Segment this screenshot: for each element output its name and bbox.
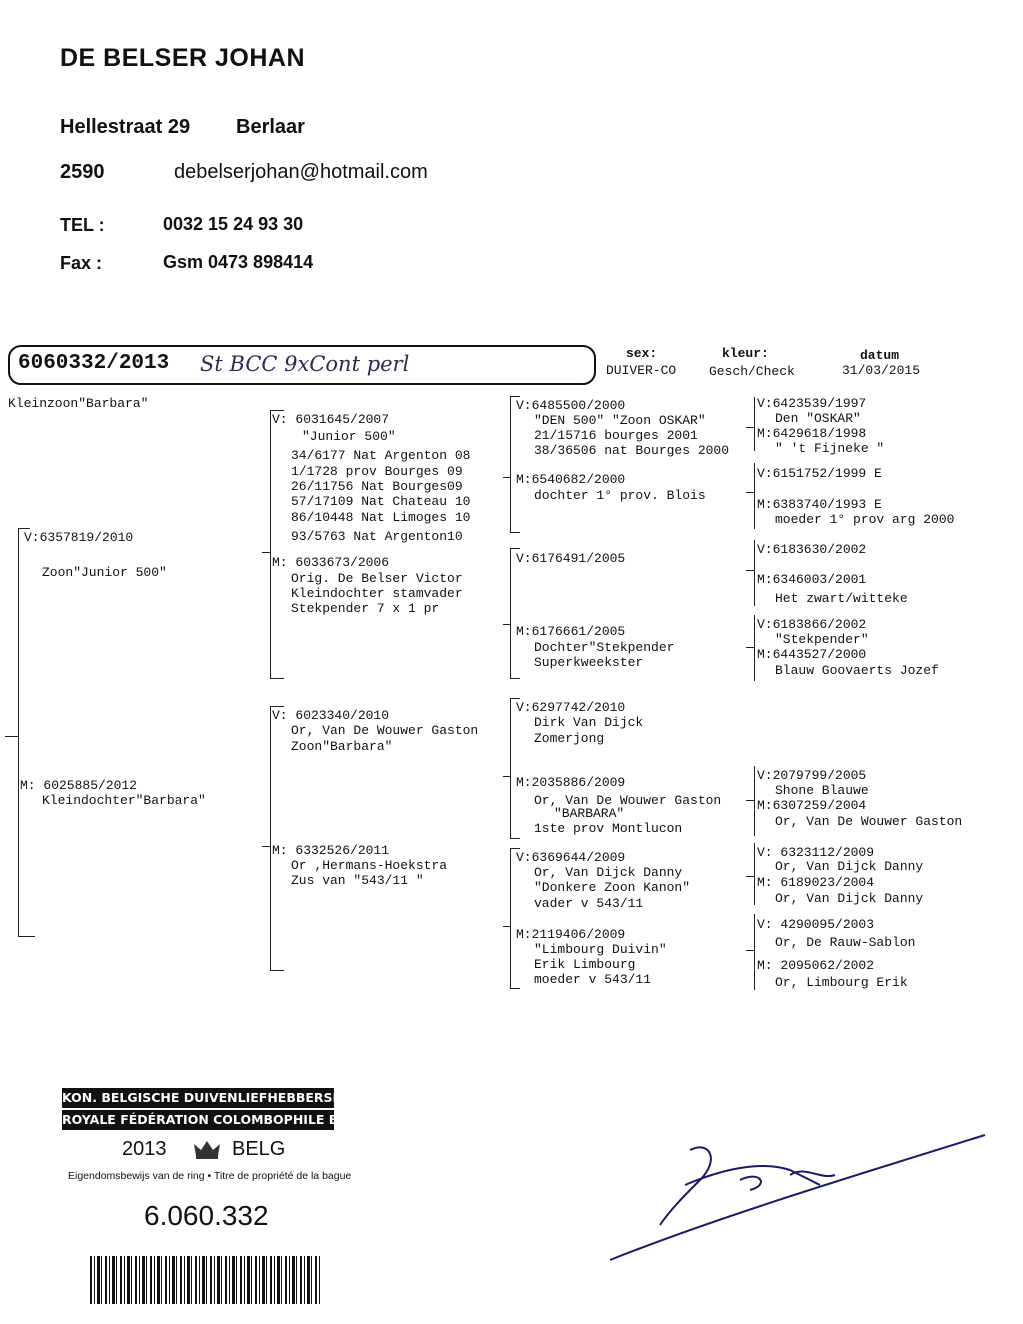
sex-value: DUIVER-CO	[606, 363, 677, 378]
tick	[510, 698, 520, 699]
gen1-tick-father	[18, 528, 30, 529]
gen3-bracket	[510, 548, 511, 678]
date-label: datum	[860, 348, 900, 363]
owner-postcode: 2590	[60, 161, 105, 183]
tel-number: 0032 15 24 93 30	[163, 214, 304, 234]
father-desc: Zoon"Junior 500"	[42, 565, 167, 580]
tick	[746, 950, 754, 951]
fff-ring: V:6485500/2000	[516, 398, 626, 413]
mff-line: Dirk Van Dijck	[534, 715, 644, 730]
tick	[746, 647, 754, 648]
tick	[510, 838, 520, 839]
mf-line: Or, Van De Wouwer Gaston	[291, 723, 479, 738]
ff-line: "Junior 500"	[302, 429, 396, 444]
f4-line: "Stekpender"	[775, 632, 869, 647]
mmf-ring: V:6369644/2009	[516, 850, 626, 865]
mfm-line: "BARBARA"	[554, 806, 625, 821]
tick	[503, 926, 510, 927]
gen4-bracket	[754, 540, 755, 606]
tick	[262, 846, 270, 847]
fff-line: 38/36506 nat Bourges 2000	[534, 443, 730, 458]
tick	[510, 396, 520, 397]
tick	[503, 624, 510, 625]
mm-line: Or ,Hermans-Hoekstra	[291, 858, 448, 873]
gen3-bracket	[510, 848, 511, 988]
mmm-line: "Limbourg Duivin"	[534, 942, 667, 957]
tick	[746, 876, 754, 877]
mmf-line: Or, Van Dijck Danny	[534, 865, 683, 880]
owner-email: debelserjohan@hotmail.com	[174, 161, 428, 183]
m6-line: Or, Van De Wouwer Gaston	[775, 814, 963, 829]
mother-ring: M: 6025885/2012	[20, 778, 138, 793]
crown-icon	[192, 1138, 222, 1160]
tick	[746, 800, 754, 801]
mother-desc: Kleindochter"Barbara"	[42, 793, 206, 808]
fmm-line: Dochter"Stekpender	[534, 640, 675, 655]
gen4-bracket	[754, 397, 755, 451]
f1-ring: V:6423539/1997	[757, 396, 867, 411]
tick	[503, 776, 510, 777]
card-year: 2013	[122, 1138, 167, 1160]
tick	[503, 477, 510, 478]
tick	[746, 492, 754, 493]
card-country: BELG	[232, 1138, 286, 1160]
mf-ring: V: 6023340/2010	[272, 708, 390, 723]
ff-ring: V: 6031645/2007	[272, 412, 390, 427]
card-ring-number: 6.060.332	[144, 1200, 269, 1231]
color-label: kleur:	[722, 346, 769, 361]
fm-line: Orig. De Belser Victor	[291, 571, 463, 586]
mfm-line: Or, Van De Wouwer Gaston	[534, 793, 722, 808]
gen4-bracket	[754, 843, 755, 905]
m4-line: Blauw Goovaerts Jozef	[775, 663, 939, 678]
m1-line: " 't Fijneke "	[775, 441, 885, 456]
mmf-line: "Donkere Zoon Kanon"	[534, 880, 691, 895]
ff-line: 57/17109 Nat Chateau 10	[291, 494, 471, 509]
tick	[270, 410, 284, 411]
ff-line: 34/6177 Nat Argenton 08	[291, 448, 471, 463]
f1-line: Den "OSKAR"	[775, 411, 861, 426]
ffm-line: dochter 1° prov. Blois	[534, 488, 706, 503]
tick	[510, 532, 520, 533]
father-ring: V:6357819/2010	[24, 530, 134, 545]
handwritten-note: St BCC 9xCont perl	[200, 352, 410, 376]
gen2-bracket-upper	[270, 410, 271, 678]
mmm-line: moeder v 543/11	[534, 972, 652, 987]
mff-ring: V:6297742/2010	[516, 700, 626, 715]
tick	[262, 552, 270, 553]
m2-ring: M:6383740/1993 E	[757, 497, 882, 512]
mm-line: Zus van "543/11 "	[291, 873, 424, 888]
owner-name: DE BELSER JOHAN	[60, 44, 306, 72]
f6-ring: V:2079799/2005	[757, 768, 867, 783]
f4-ring: V:6183866/2002	[757, 617, 867, 632]
m2-line: moeder 1° prov arg 2000	[775, 512, 955, 527]
fax-label: Fax :	[60, 253, 103, 273]
mfm-line: 1ste prov Montlucon	[534, 821, 683, 836]
ff-line: 1/1728 prov Bourges 09	[291, 464, 463, 479]
m8-ring: M: 2095062/2002	[757, 958, 875, 973]
fax-number: Gsm 0473 898414	[163, 252, 314, 272]
m6-ring: M:6307259/2004	[757, 798, 867, 813]
tick	[270, 706, 284, 707]
m4-ring: M:6443527/2000	[757, 647, 867, 662]
gen4-bracket	[754, 463, 755, 529]
mmf-line: vader v 543/11	[534, 896, 644, 911]
gen3-bracket	[510, 698, 511, 838]
f8-line: Or, De Rauw-Sablon	[775, 935, 916, 950]
tick	[270, 970, 284, 971]
mmm-ring: M:2119406/2009	[516, 927, 626, 942]
m3-ring: M:6346003/2001	[757, 572, 867, 587]
mm-ring: M: 6332526/2011	[272, 843, 390, 858]
gen1-bracket	[18, 528, 19, 936]
ff-line: 26/11756 Nat Bourges09	[291, 479, 463, 494]
f8-ring: V: 4290095/2003	[757, 917, 875, 932]
ff-line: 86/10448 Nat Limoges 10	[291, 510, 471, 525]
gen1-tick-mother	[18, 936, 35, 937]
barcode	[90, 1256, 322, 1304]
gen3-bracket	[510, 396, 511, 532]
sex-label: sex:	[626, 346, 658, 361]
m8-line: Or, Limbourg Erik	[775, 975, 908, 990]
tick	[510, 678, 520, 679]
tick	[270, 678, 284, 679]
tick	[510, 848, 520, 849]
m7-ring: M: 6189023/2004	[757, 875, 875, 890]
fff-line: 21/15716 bourges 2001	[534, 428, 698, 443]
fm-ring: M: 6033673/2006	[272, 555, 390, 570]
fmf-ring: V:6176491/2005	[516, 551, 626, 566]
root-connector	[5, 736, 18, 737]
tel-label: TEL :	[60, 215, 105, 235]
card-federation-nl: KON. BELGISCHE DUIVENLIEFHEBBERSBOND	[62, 1088, 334, 1108]
mmm-line: Erik Limbourg	[534, 957, 636, 972]
tick	[510, 988, 520, 989]
fmm-ring: M:6176661/2005	[516, 624, 626, 639]
tick	[510, 548, 520, 549]
f3-ring: V:6183630/2002	[757, 542, 867, 557]
color-value: Gesch/Check	[709, 364, 795, 379]
date-value: 31/03/2015	[842, 363, 921, 378]
m1-ring: M:6429618/1998	[757, 426, 867, 441]
bird-ring-number: 6060332/2013	[18, 352, 170, 375]
f7-line: Or, Van Dijck Danny	[775, 859, 924, 874]
f2-ring: V:6151752/1999 E	[757, 466, 882, 481]
tick	[746, 427, 754, 428]
m3-line: Het zwart/witteke	[775, 591, 908, 606]
f7-ring: V: 6323112/2009	[757, 845, 875, 860]
ffm-ring: M:6540682/2000	[516, 472, 626, 487]
ring-ownership-card	[54, 1080, 374, 1312]
mff-line: Zomerjong	[534, 731, 605, 746]
mf-line: Zoon"Barbara"	[291, 739, 393, 754]
ff-line: 93/5763 Nat Argenton10	[291, 529, 463, 544]
fmm-line: Superkweekster	[534, 655, 644, 670]
tick	[746, 570, 754, 571]
mfm-ring: M:2035886/2009	[516, 775, 626, 790]
bird-subtitle: Kleinzoon"Barbara"	[8, 396, 149, 411]
signature	[590, 1130, 990, 1270]
gen4-bracket	[754, 766, 755, 836]
card-federation-fr: ROYALE FÉDÉRATION COLOMBOPHILE BELGE	[62, 1110, 334, 1130]
card-caption: Eigendomsbewijs van de ring • Titre de propriété de la bague	[68, 1170, 352, 1182]
gen4-bracket	[754, 615, 755, 681]
fm-line: Stekpender 7 x 1 pr	[291, 601, 440, 616]
gen4-bracket	[754, 914, 755, 990]
owner-street: Hellestraat 29	[60, 116, 191, 138]
f6-line: Shone Blauwe	[775, 783, 869, 798]
owner-city: Berlaar	[236, 116, 305, 138]
gen2-bracket-lower	[270, 706, 271, 970]
m7-line: Or, Van Dijck Danny	[775, 891, 924, 906]
fm-line: Kleindochter stamvader	[291, 586, 463, 601]
fff-line: "DEN 500" "Zoon OSKAR"	[534, 413, 706, 428]
